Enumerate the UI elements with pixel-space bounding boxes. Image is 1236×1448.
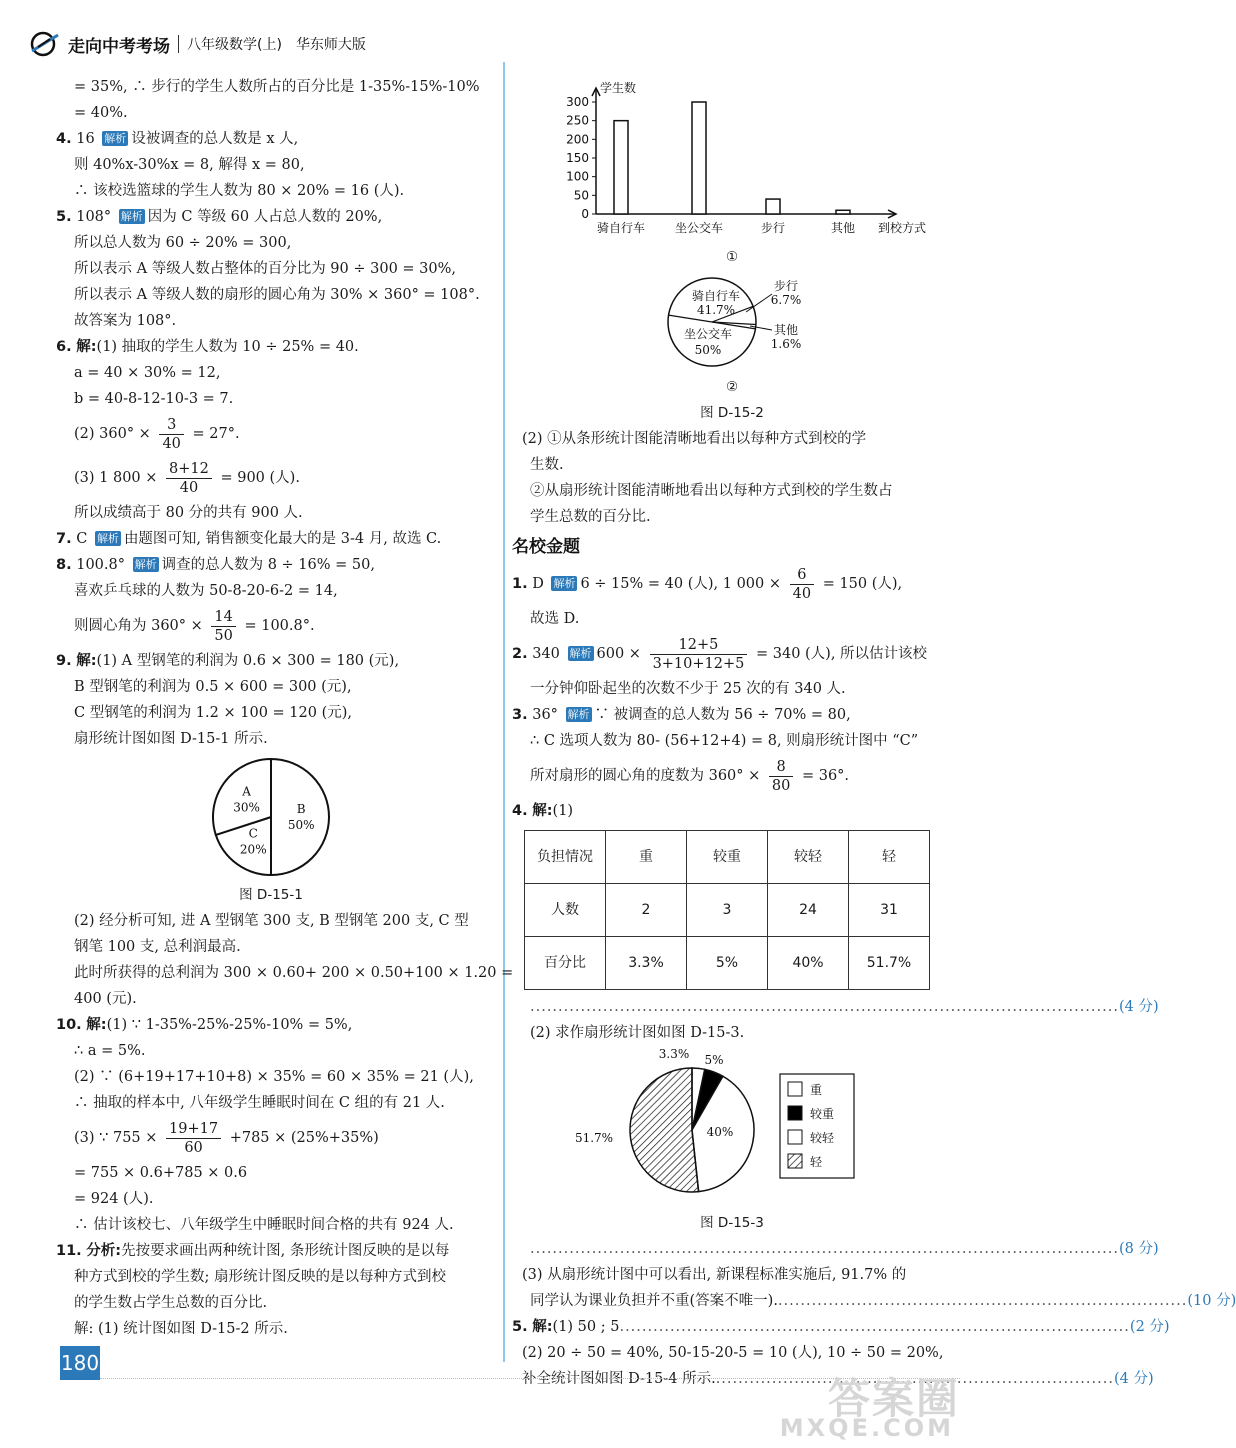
text-line: 故选 D. bbox=[530, 611, 580, 627]
text-line: 先按要求画出两种统计图, 条形统计图反映的是以每 bbox=[121, 1243, 450, 1259]
y-tick-label: 50 bbox=[573, 188, 589, 203]
bar-1 bbox=[692, 102, 706, 214]
formula-text: = 900 (人). bbox=[220, 470, 300, 486]
problem-8 bbox=[56, 552, 486, 578]
left-column bbox=[56, 74, 514, 1342]
text-line: (1) ∵ 1-35%-25%-25%-10% = 5%, bbox=[106, 1017, 353, 1033]
formula-line bbox=[56, 604, 486, 648]
formula-text: (3) 1 800 × bbox=[74, 470, 158, 486]
text-line: C 型钢笔的利润为 1.2 × 100 = 120 (元), bbox=[74, 705, 352, 721]
legend-swatch bbox=[788, 1082, 802, 1096]
score: (2 分) bbox=[1129, 1319, 1170, 1335]
problem-number: 5. bbox=[512, 1319, 528, 1335]
formula-text: = 27°. bbox=[192, 426, 240, 442]
pie-chart-d15-2 bbox=[632, 272, 832, 372]
table-cell: 31 bbox=[849, 884, 930, 937]
column-divider bbox=[503, 62, 505, 1362]
legend-label: 重 bbox=[810, 1083, 823, 1097]
book-subtitle: 八年级数学(上) bbox=[187, 37, 282, 53]
slice-label: 其他 bbox=[773, 323, 799, 337]
table-cell: 3 bbox=[687, 884, 768, 937]
text-line: ∴ C 选项人数为 80- (56+12+4) = 8, 则扇形统计图中 “C” bbox=[530, 733, 919, 749]
score-line: 补全统计图如图 D-15-4 所示. ....................................................................... (4 分) bbox=[512, 1366, 952, 1392]
problem-number: 5. bbox=[56, 209, 72, 225]
pie-chart-d15-3 bbox=[574, 1047, 882, 1208]
numerator: 19+17 bbox=[166, 1120, 221, 1139]
formula-text: (2) 360° × bbox=[74, 426, 151, 442]
formula-line bbox=[56, 412, 486, 456]
pie-chart-d15-1 bbox=[196, 754, 346, 880]
answer: 108° bbox=[76, 209, 112, 225]
solution-lead: 解: bbox=[86, 1017, 107, 1033]
y-tick-label: 200 bbox=[566, 132, 589, 147]
text-line: 解: (1) 统计图如图 D-15-2 所示. bbox=[74, 1321, 288, 1337]
problem-4 bbox=[56, 126, 486, 152]
answer: 36° bbox=[532, 707, 558, 723]
figure-caption: 图 D-15-3 bbox=[700, 1215, 764, 1231]
text-line: (2) 求作扇形统计图如图 D-15-3. bbox=[530, 1025, 745, 1041]
numerator: 8+12 bbox=[166, 460, 212, 479]
formula-line bbox=[56, 456, 486, 500]
analysis-tag: 解析 bbox=[567, 708, 590, 721]
problem-number: 9. bbox=[56, 653, 72, 669]
book-edition: 华东师大版 bbox=[295, 37, 366, 53]
table-cell: 负担情况 bbox=[525, 831, 606, 884]
y-tick-label: 300 bbox=[566, 95, 589, 109]
text-line: ∵ 被调查的总人数为 56 ÷ 70% = 80, bbox=[594, 707, 851, 723]
formula-text: = 150 (人), bbox=[822, 576, 903, 592]
slice-label: 步行 bbox=[773, 279, 799, 293]
right-column bbox=[512, 78, 1236, 1392]
numerator: 14 bbox=[211, 608, 235, 627]
table-cell: 3.3% bbox=[606, 937, 687, 990]
score-line: 同学认为课业负担并不重(答案不唯一). ......................................................................... (10 分) bbox=[512, 1288, 952, 1314]
text-line: 故答案为 108°. bbox=[74, 313, 177, 329]
text-line: 所以成绩高于 80 分的共有 900 人. bbox=[74, 505, 303, 521]
y-tick-label: 150 bbox=[566, 151, 589, 165]
denominator: 40 bbox=[162, 435, 181, 452]
table-cell: 轻 bbox=[849, 831, 930, 884]
slice-value: 30% bbox=[233, 800, 260, 815]
text-line: 的学生数占学生总数的百分比. bbox=[74, 1295, 268, 1311]
table-cell: 较轻 bbox=[768, 831, 849, 884]
problem-number: 2. bbox=[512, 646, 528, 662]
solution-lead: 分析: bbox=[86, 1243, 122, 1259]
text-line: b = 40-8-12-10-3 = 7. bbox=[74, 391, 234, 407]
table-cell: 百分比 bbox=[525, 937, 606, 990]
problem-number: 1. bbox=[512, 576, 528, 592]
answer: D bbox=[532, 576, 544, 592]
slice-label: B bbox=[296, 802, 306, 816]
text-line: 一分钟仰卧起坐的次数不少于 25 次的有 340 人. bbox=[530, 681, 846, 697]
denominator: 3+10+12+5 bbox=[652, 655, 745, 672]
text-line: 生数. bbox=[530, 457, 564, 473]
analysis-tag: 解析 bbox=[569, 647, 592, 660]
slice-value: 6.7% bbox=[770, 293, 802, 307]
text-line: B 型钢笔的利润为 0.5 × 600 = 300 (元), bbox=[74, 679, 352, 695]
score-line: ......................................................................................................... (8 分) bbox=[512, 1236, 952, 1262]
score: (4 分) bbox=[1113, 1371, 1154, 1387]
formula-text: 600 × bbox=[596, 646, 641, 662]
text-line: 所以总人数为 60 ÷ 20% = 300, bbox=[74, 235, 292, 251]
problem-6 bbox=[56, 334, 486, 360]
text-line: 补全统计图如图 D-15-4 所示. bbox=[522, 1371, 716, 1387]
slice-value: 40% bbox=[706, 1125, 734, 1139]
analysis-tag: 解析 bbox=[104, 132, 127, 145]
numerator: 12+5 bbox=[650, 636, 748, 655]
answer: C bbox=[76, 531, 88, 547]
formula-text: 所对扇形的圆心角的度数为 360° × bbox=[530, 768, 761, 784]
text-line: (2) ①从条形统计图能清晰地看出以每种方式到校的学 bbox=[522, 431, 867, 447]
y-axis-label: 学生数 bbox=[599, 81, 637, 95]
x-tick-label: 骑自行车 bbox=[596, 221, 646, 235]
problem-number: 3. bbox=[512, 707, 528, 723]
table-cell: 51.7% bbox=[849, 937, 930, 990]
fraction bbox=[790, 566, 814, 603]
fraction bbox=[166, 1120, 221, 1157]
problem-9 bbox=[56, 648, 486, 674]
score: (10 分) bbox=[1187, 1293, 1236, 1309]
legend-swatch bbox=[788, 1154, 802, 1168]
text-line: 所以表示 A 等级人数占整体的百分比为 90 ÷ 300 = 30%, bbox=[74, 261, 456, 277]
text-line: (1) bbox=[552, 803, 574, 819]
text-line: 因为 C 等级 60 人占总人数的 20%, bbox=[147, 209, 383, 225]
problem-r3 bbox=[512, 702, 952, 728]
fraction bbox=[769, 758, 793, 795]
x-tick-label: 步行 bbox=[760, 221, 786, 235]
slice-value: 50% bbox=[694, 343, 722, 357]
formula-text: = 100.8°. bbox=[244, 618, 315, 634]
text-line: 调查的总人数为 8 ÷ 16% = 50, bbox=[161, 557, 375, 573]
publisher-logo-icon bbox=[28, 31, 62, 57]
problem-number: 8. bbox=[56, 557, 72, 573]
slice-value: 41.7% bbox=[696, 303, 736, 317]
formula-text: +785 × (25%+35%) bbox=[229, 1130, 379, 1146]
denominator: 60 bbox=[184, 1139, 203, 1156]
text-line: = 755 × 0.6+785 × 0.6 bbox=[74, 1165, 248, 1181]
solution-lead: 解: bbox=[76, 653, 97, 669]
formula-line bbox=[56, 1116, 486, 1160]
text-line: (1) 抽取的学生人数为 10 ÷ 25% = 40. bbox=[96, 339, 359, 355]
text-line: ∴ 该校选篮球的学生人数为 80 × 20% = 16 (人). bbox=[74, 183, 405, 199]
text-line: (2) 经分析可知, 进 A 型钢笔 300 支, B 型钢笔 200 支, C 型 bbox=[74, 913, 469, 929]
problem-r2 bbox=[512, 632, 952, 676]
text-line: 扇形统计图如图 D-15-1 所示. bbox=[74, 731, 268, 747]
score: (8 分) bbox=[1118, 1241, 1159, 1257]
formula-text: 6 ÷ 15% = 40 (人), 1 000 × bbox=[580, 576, 782, 592]
text-line: ∴ 抽取的样本中, 八年级学生睡眠时间在 C 组的有 21 人. bbox=[74, 1095, 445, 1111]
slice-value: 3.3% bbox=[658, 1047, 690, 1061]
figure-caption: 图 D-15-1 bbox=[239, 887, 303, 903]
problem-number: 11. bbox=[56, 1243, 82, 1259]
text-line: 学生总数的百分比. bbox=[530, 509, 651, 525]
problem-number: 4. bbox=[512, 803, 528, 819]
numerator: 8 bbox=[769, 758, 793, 777]
figure-marker: ① bbox=[725, 249, 739, 265]
text-line: (2) 20 ÷ 50 = 40%, 50-15-20-5 = 10 (人), 10 ÷ 50 = 20%, bbox=[522, 1345, 944, 1361]
table-row bbox=[525, 831, 930, 884]
text-line: ∴ a = 5%. bbox=[74, 1043, 146, 1059]
answer: 16 bbox=[76, 131, 95, 147]
denominator: 50 bbox=[214, 627, 233, 644]
page-header bbox=[28, 30, 366, 58]
fraction bbox=[166, 460, 212, 497]
bar-chart-d15-2 bbox=[536, 78, 936, 248]
text-line: (3) 从扇形统计图中可以看出, 新课程标准实施后, 91.7% 的 bbox=[522, 1267, 907, 1283]
analysis-tag: 解析 bbox=[96, 532, 119, 545]
solution-lead: 解: bbox=[532, 803, 553, 819]
text-line: (1) A 型钢笔的利润为 0.6 × 300 = 180 (元), bbox=[96, 653, 400, 669]
analysis-tag: 解析 bbox=[120, 210, 143, 223]
fraction bbox=[211, 608, 235, 645]
problem-11 bbox=[56, 1238, 486, 1264]
text-line: 所以表示 A 等级人数的扇形的圆心角为 30% × 360° = 108°. bbox=[74, 287, 480, 303]
text-line: 则 40%x-30%x = 8, 解得 x = 80, bbox=[74, 157, 305, 173]
bar-2 bbox=[766, 199, 780, 214]
figure-marker: ② bbox=[725, 379, 739, 395]
table-row bbox=[525, 884, 930, 937]
solution-lead: 解: bbox=[76, 339, 97, 355]
problem-10 bbox=[56, 1012, 486, 1038]
denominator: 80 bbox=[771, 777, 791, 794]
answer: 100.8° bbox=[76, 557, 125, 573]
text-line: 由题图可知, 销售额变化最大的是 3-4 月, 故选 C. bbox=[123, 531, 442, 547]
legend-label: 较轻 bbox=[810, 1131, 835, 1145]
analysis-tag: 解析 bbox=[553, 577, 576, 590]
x-tick-label: 坐公交车 bbox=[674, 221, 724, 235]
problem-r1 bbox=[512, 562, 952, 606]
bar-3 bbox=[836, 210, 850, 214]
solution-lead: 解: bbox=[532, 1319, 553, 1335]
problem-number: 4. bbox=[56, 131, 72, 147]
text-line: ②从扇形统计图能清晰地看出以每种方式到校的学生数占 bbox=[530, 483, 893, 499]
text-line: 此时所获得的总利润为 300 × 0.60+ 200 × 0.50+100 × 1.20 = bbox=[74, 965, 514, 981]
legend-swatch bbox=[788, 1106, 802, 1120]
slice-value: 20% bbox=[239, 842, 267, 857]
text-line: = 924 (人). bbox=[74, 1191, 154, 1207]
page-number: 180 bbox=[60, 1346, 100, 1380]
numerator: 3 bbox=[159, 416, 183, 435]
text-line: 设被调查的总人数是 x 人, bbox=[131, 131, 299, 147]
table-cell: 5% bbox=[687, 937, 768, 990]
watermark-url: MXQE.COM bbox=[779, 1414, 954, 1442]
score: (4 分) bbox=[1118, 999, 1159, 1015]
denominator: 40 bbox=[792, 585, 812, 602]
text-line: = 40%. bbox=[74, 105, 128, 121]
slice-value: 50% bbox=[287, 818, 315, 832]
text-line: ∴ 估计该校七、八年级学生中睡眠时间合格的共有 924 人. bbox=[74, 1217, 454, 1233]
slice-value: 51.7% bbox=[574, 1131, 614, 1145]
text-line: 400 (元). bbox=[74, 991, 137, 1007]
formula-line bbox=[512, 754, 952, 798]
problem-r5: 5. 解: (1) 50 ; 5 ........................................................................................... (2 分) bbox=[512, 1314, 952, 1340]
problem-number: 7. bbox=[56, 531, 72, 547]
analysis-tag: 解析 bbox=[134, 558, 157, 571]
legend-label: 较重 bbox=[810, 1107, 835, 1121]
formula-text: = 36°. bbox=[801, 768, 850, 784]
slice-label: C bbox=[248, 826, 258, 841]
formula-text: (3) ∵ 755 × bbox=[74, 1130, 158, 1146]
formula-text: = 340 (人), 所以估计该校 bbox=[755, 646, 928, 662]
table-cell: 40% bbox=[768, 937, 849, 990]
table-cell: 2 bbox=[606, 884, 687, 937]
text-line: 种方式到校的学生数; 扇形统计图反映的是以每种方式到校 bbox=[74, 1269, 446, 1285]
answer: 340 bbox=[532, 646, 560, 662]
problem-r4 bbox=[512, 798, 952, 824]
text-line: (2) ∵ (6+19+17+10+8) × 35% = 60 × 35% = 21 (人), bbox=[74, 1069, 474, 1085]
text-line: = 35%, ∴ 步行的学生人数所占的百分比是 1-35%-15%-10% bbox=[74, 79, 480, 95]
slice-value: 5% bbox=[704, 1053, 724, 1067]
y-tick-label: 100 bbox=[566, 169, 589, 184]
problem-7 bbox=[56, 526, 486, 552]
problem-number: 6. bbox=[56, 339, 72, 355]
table-cell: 重 bbox=[606, 831, 687, 884]
numerator: 6 bbox=[790, 566, 814, 585]
table-row bbox=[525, 937, 930, 990]
problem-number: 10. bbox=[56, 1017, 82, 1033]
burden-table bbox=[524, 830, 930, 990]
legend-swatch bbox=[788, 1130, 802, 1144]
text-line: 喜欢乒乓球的人数为 50-8-20-6-2 = 14, bbox=[74, 583, 338, 599]
problem-5 bbox=[56, 204, 486, 230]
figure-caption: 图 D-15-2 bbox=[700, 405, 764, 421]
formula-text: 则圆心角为 360° × bbox=[74, 618, 203, 634]
slice-label: 坐公交车 bbox=[683, 327, 733, 341]
pie-slice-b bbox=[271, 759, 329, 875]
table-cell: 人数 bbox=[525, 884, 606, 937]
x-tick-label: 其他 bbox=[830, 221, 856, 235]
slice-value: 1.6% bbox=[770, 337, 802, 351]
watermark-text: 答案圈 bbox=[827, 1374, 960, 1423]
slice-label: A bbox=[242, 784, 251, 799]
fraction bbox=[159, 416, 183, 453]
text-line: 同学认为课业负担并不重(答案不唯一). bbox=[530, 1293, 778, 1309]
table-cell: 24 bbox=[768, 884, 849, 937]
y-tick-label: 250 bbox=[566, 113, 589, 128]
legend-label: 轻 bbox=[810, 1155, 823, 1169]
header-divider bbox=[178, 35, 179, 53]
y-tick-label: 0 bbox=[581, 207, 589, 221]
section-title: 名校金题 bbox=[512, 537, 580, 557]
text-line: a = 40 × 30% = 12, bbox=[74, 365, 221, 381]
text-line: 钢笔 100 支, 总利润最高. bbox=[74, 939, 241, 955]
denominator: 40 bbox=[179, 479, 199, 496]
score-line: ......................................................................................................... (4 分) bbox=[512, 994, 952, 1020]
text-line: (1) 50 ; 5 bbox=[552, 1319, 620, 1335]
slice-label: 骑自行车 bbox=[691, 289, 741, 303]
brand-name: 走向中考考场 bbox=[68, 36, 170, 57]
bar-0 bbox=[614, 121, 628, 214]
fraction bbox=[650, 636, 748, 673]
pie-slice-3 bbox=[630, 1068, 699, 1192]
x-axis-label: 到校方式 bbox=[877, 221, 927, 235]
table-cell: 较重 bbox=[687, 831, 768, 884]
